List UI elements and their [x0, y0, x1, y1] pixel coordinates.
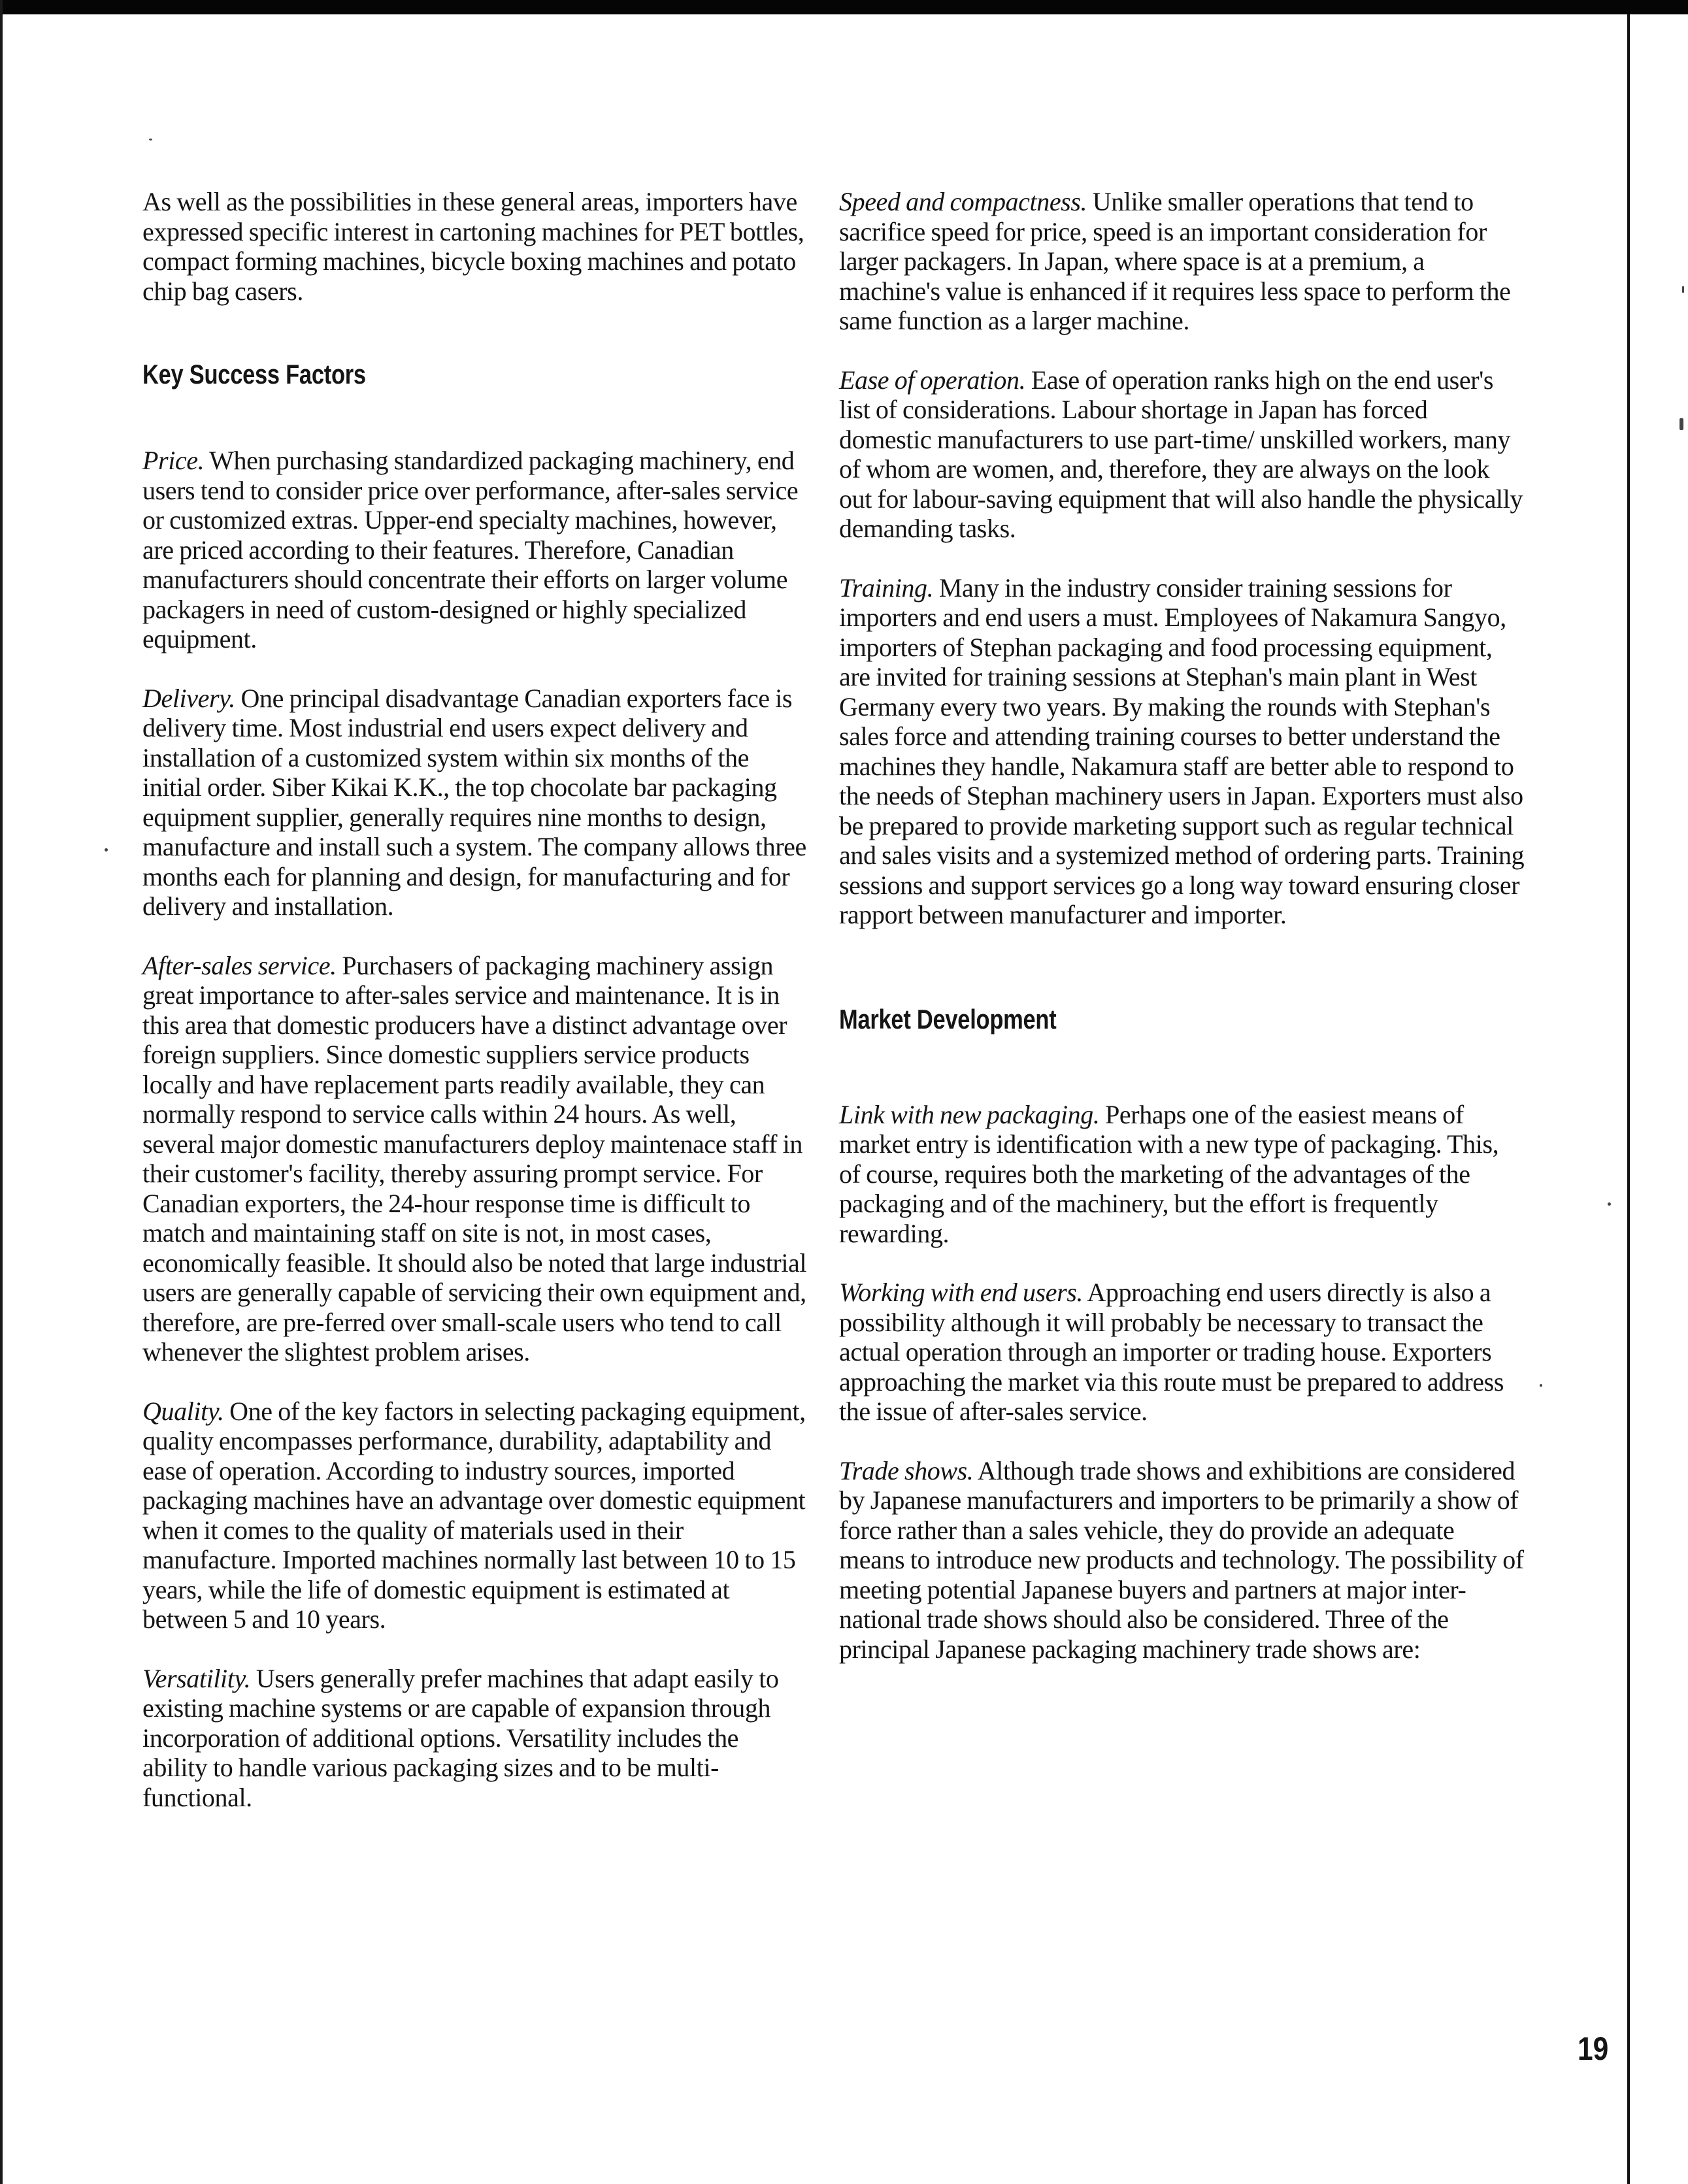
paragraph-delivery	[142, 684, 809, 921]
paragraph-body: Unlike smaller operations that tend to sacrifice speed for price, speed is an important consideration for larger packagers. In Japan, where space is at a premium, a machine's value is enhanced if it requires less space to perform the same function as a larger machine.	[839, 187, 1511, 335]
paragraph-speed-and-compactness	[839, 187, 1525, 336]
paragraph-body: Ease of operation ranks high on the end user's list of considerations. Labour shortage in Japan has forced domestic manufacturers to use part-time/ unskilled workers, many of whom are women, and, therefore, they are always on the look out for labour-saving equipment that will also handle the physically demanding tasks.	[839, 365, 1523, 543]
paragraph-body: One of the key factors in selecting packaging equipment, quality encompasses performance, durability, adaptability and ease of operation. According to industry sources, imported packaging machines have an advantage over domestic equipment when it comes to the quality of materials used in their manufacture. Imported machines normally last between 10 to 15 years, while the life of domestic equipment is estimated at between 5 and 10 years.	[142, 1396, 806, 1634]
paragraph-versatility	[142, 1664, 809, 1813]
paragraph-body: Many in the industry consider training sessions for importers and end users a must. Employees of Nakamura Sangyo, importers of Stephan packaging and food processing equipment, are invited for training sessions at Stephan's main plant in West Germany every two years. By making the rounds with Stephan's sales force and attending training courses to better understand the machines they handle, Nakamura staff are better able to respond to the needs of Stephan machinery users in Japan. Exporters must also be prepared to provide marketing support such as regular technical and sales visits and a systemized method of ordering parts. Training sessions and support services go a long way toward ensuring closer rapport between manufacturer and importer.	[839, 572, 1525, 929]
paragraph-price	[142, 446, 809, 654]
paragraph-lead: Delivery.	[142, 683, 235, 713]
left-column	[142, 187, 809, 1812]
paragraph-training	[839, 573, 1525, 930]
paragraph-body: Purchasers of packaging machinery assign great importance to after-sales service and maintenance. It is in this area that domestic producers have a distinct advantage over foreign suppliers. Since domestic suppliers service products locally and have replacement parts readily available, they can normally respond to service calls within 24 hours. As well, several major domestic manufacturers deploy maintenace staff in their customer's facility, thereby assuring prompt service. For Canadian exporters, the 24-hour response time is difficult to match and maintaining staff on site is not, in most cases, economically feasible. It should also be noted that large industrial users are generally capable of servicing their own equipment and, therefore, are pre-ferred over small-scale users who tend to call whenever the slightest problem arises.	[142, 950, 807, 1366]
paragraph-trade-shows	[839, 1456, 1525, 1664]
intro-paragraph: As well as the possibilities in these general areas, importers have expressed specific interest in cartoning machines for PET bottles, compact forming machines, bicycle boxing machines and potato chip bag casers.	[142, 187, 804, 306]
paragraph-lead: Speed and compactness.	[839, 187, 1087, 216]
scan-left-edge	[0, 0, 3, 2184]
paragraph-lead: After-sales service.	[142, 950, 337, 980]
paragraph-body: Although trade shows and exhibitions are considered by Japanese manufacturers and importers to be primarily a show of force rather than a sales vehicle, they do provide an adequate means to introduce new products and technology. The possibility of meeting potential Japanese buyers and partners at major inter-national trade shows should also be considered. Three of the principal Japanese packaging machinery trade shows are:	[839, 1455, 1524, 1664]
paragraph-body: Perhaps one of the easiest means of market entry is identification with a new type of packaging. This, of course, requires both the marketing of the advantages of the packaging and of the machinery, but the effort is frequently rewarding.	[839, 1099, 1499, 1248]
scan-speck	[1682, 286, 1684, 293]
paragraph-body: Approaching end users directly is also a possibility although it will probably be necessary to transact the actual operation through an importer or trading house. Exporters approaching the market via this route must be prepared to address the issue of after-sales service.	[839, 1278, 1504, 1426]
paragraph-lead: Link with new packaging.	[839, 1099, 1100, 1129]
paragraph-body: One principal disadvantage Canadian exporters face is delivery time. Most industrial end users expect delivery and installation of a customized system within six months of the initial order. Siber Kikai K.K., the top chocolate bar packaging equipment supplier, generally requires nine months to design, manufacture and install such a system. The company allows three months each for planning and design, for manufacturing and for delivery and installation.	[142, 683, 806, 921]
paragraph-ease-of-operation	[839, 365, 1525, 544]
paragraph-lead: Versatility.	[142, 1663, 251, 1693]
paragraph-lead: Ease of operation.	[839, 365, 1026, 395]
paragraph-quality	[142, 1397, 809, 1634]
scan-speck	[1608, 1202, 1611, 1206]
scan-speck	[149, 139, 152, 141]
paragraph-lead: Trade shows.	[839, 1455, 974, 1485]
paragraph-body: When purchasing standardized packaging machinery, end users tend to consider price over performance, after-sales service or customized extras. Upper-end specialty machines, however, are priced according to their features. Therefore, Canadian manufacturers should concentrate their efforts on larger volume packagers in need of custom-designed or highly specialized equipment.	[142, 446, 799, 654]
paragraph-lead: Price.	[142, 446, 205, 475]
scan-right-edge	[1627, 14, 1630, 2184]
paragraph-lead: Quality.	[142, 1396, 224, 1426]
section-heading-key-success-factors: Key Success Factors	[142, 359, 366, 389]
paragraph-lead: Training.	[839, 572, 934, 603]
paragraph-link-with-new-packaging	[839, 1100, 1525, 1249]
section-heading-market-development: Market Development	[839, 1003, 1057, 1034]
paragraph-after-sales-service	[142, 951, 809, 1367]
scan-speck	[105, 848, 108, 852]
scan-speck	[1680, 418, 1683, 430]
paragraph-body: Users generally prefer machines that adapt easily to existing machine systems or are capable of expansion through incorporation of additional options. Versatility includes the ability to handle various packaging sizes and to be multi-functional.	[142, 1663, 779, 1812]
paragraph-lead: Working with end users.	[839, 1278, 1083, 1307]
paragraph-working-with-end-users	[839, 1278, 1525, 1427]
right-column	[839, 187, 1525, 1664]
page-number: 19	[1578, 2030, 1609, 2067]
scan-top-edge	[0, 0, 1688, 14]
scan-speck	[1540, 1384, 1542, 1387]
